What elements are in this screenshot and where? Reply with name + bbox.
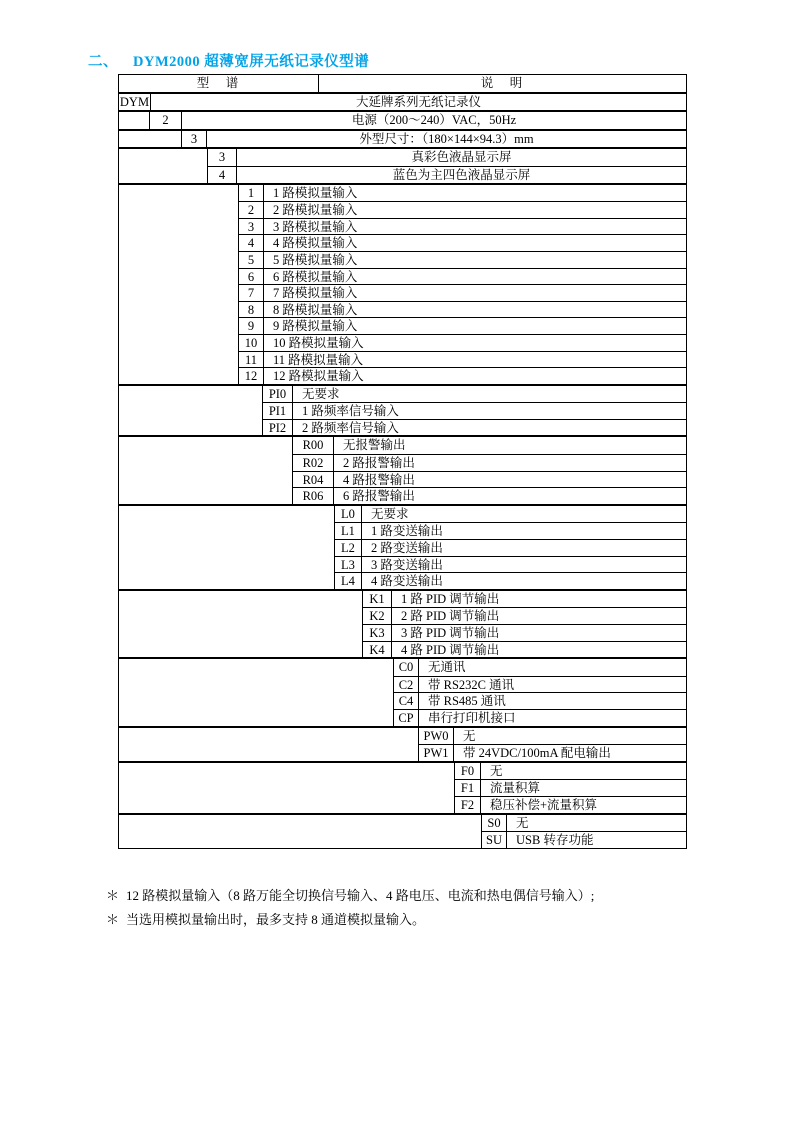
table-row	[208, 166, 686, 183]
table-row	[335, 572, 686, 589]
model-group-display	[118, 148, 687, 183]
model-code-cell: K1	[363, 591, 392, 608]
model-desc-cell: 12 路模拟量输入	[273, 369, 364, 384]
table-row	[363, 607, 686, 624]
table-row	[363, 641, 686, 658]
model-desc-cell: 外型尺寸：（180×144×94.3）mm	[359, 131, 534, 146]
model-code-cell: 5	[239, 252, 264, 268]
model-code-cell: K3	[363, 625, 392, 641]
model-desc-cell: 无报警输出	[343, 438, 406, 453]
table-row	[239, 367, 686, 384]
table-row	[239, 317, 686, 334]
model-desc-cell: 2 路频率信号输入	[302, 420, 399, 435]
model-desc-cell: 真彩色液晶显示屏	[411, 150, 512, 165]
model-code-cell: 2	[239, 202, 264, 218]
model-group-communication	[118, 658, 687, 726]
model-group-power-supply-output	[118, 727, 687, 762]
model-desc-cell: 9 路模拟量输入	[273, 319, 358, 334]
table-body	[118, 93, 687, 849]
table-row	[335, 522, 686, 539]
model-code-cell: 6	[239, 269, 264, 285]
model-code-cell: L1	[335, 523, 362, 539]
model-desc-cell: 无	[463, 728, 476, 743]
model-desc-cell: 11 路模拟量输入	[273, 352, 364, 367]
table-row	[239, 334, 686, 351]
table-header-row	[118, 74, 687, 93]
table-row	[263, 402, 686, 419]
header-description-column: 说 明	[480, 76, 525, 90]
model-group-analog-input	[118, 184, 687, 385]
model-code-cell: DYM	[119, 94, 150, 109]
table-row	[482, 815, 686, 832]
table-row	[394, 709, 686, 726]
model-group-storage	[118, 814, 687, 849]
table-row	[239, 201, 686, 218]
model-code-cell: R04	[293, 472, 334, 488]
model-desc-cell: 3 路模拟量输入	[273, 219, 358, 234]
model-code-cell: 4	[208, 167, 237, 183]
table-row	[239, 185, 686, 202]
model-desc-cell: 2 路 PID 调节输出	[401, 609, 500, 624]
table-row	[394, 692, 686, 709]
table-row	[363, 624, 686, 641]
model-desc-cell: 无通讯	[428, 660, 466, 675]
table-row	[293, 487, 686, 504]
model-group-pid-output	[118, 590, 687, 658]
table-row	[208, 149, 686, 166]
model-desc-cell: 带 RS232C 通讯	[428, 677, 515, 692]
model-code-cell: 1	[239, 185, 264, 202]
model-code-cell: R02	[293, 455, 334, 471]
model-code-cell: F1	[455, 780, 481, 796]
model-desc-cell: 无要求	[302, 386, 340, 401]
table-row	[335, 506, 686, 523]
footnote-marker: ＊	[106, 912, 120, 927]
model-code-cell: 11	[239, 352, 264, 368]
model-desc-cell: 1 路 PID 调节输出	[401, 591, 500, 606]
model-code-cell: C4	[394, 693, 419, 709]
footnote-text: 当选用模拟量输出时，最多支持 8 通道模拟量输入。	[126, 912, 426, 927]
table-row	[239, 301, 686, 318]
model-desc-cell: 电源（200～240）VAC，50Hz	[351, 113, 517, 128]
model-desc-cell: 无	[490, 763, 503, 778]
model-desc-cell: 5 路模拟量输入	[273, 252, 358, 267]
table-row	[119, 94, 686, 111]
model-desc-cell: 4 路 PID 调节输出	[401, 642, 500, 657]
model-code-cell: S0	[482, 815, 507, 832]
indent-spacer	[119, 591, 363, 657]
indent-spacer	[119, 763, 455, 813]
model-code-cell: 4	[239, 235, 264, 251]
model-code-cell: 9	[239, 318, 264, 334]
model-desc-cell: USB 转存功能	[516, 833, 594, 848]
model-desc-cell: 带 RS485 通讯	[428, 694, 506, 709]
model-desc-cell: 1 路变送输出	[371, 524, 443, 539]
model-desc-cell: 无要求	[371, 506, 409, 521]
indent-spacer	[119, 506, 335, 589]
table-row	[239, 351, 686, 368]
model-desc-cell: 2 路变送输出	[371, 541, 443, 556]
table-row	[293, 437, 686, 454]
model-desc-cell: 无	[516, 815, 529, 830]
model-desc-cell: 6 路报警输出	[343, 489, 415, 504]
model-code-cell: 8	[239, 302, 264, 318]
model-code-cell: L0	[335, 506, 362, 523]
model-code-cell: PW0	[419, 728, 454, 745]
model-code-cell: 3	[182, 131, 207, 148]
model-group-pulse-input	[118, 385, 687, 437]
model-code-cell: L4	[335, 573, 362, 589]
indent-spacer	[119, 112, 150, 129]
model-group-power	[118, 111, 687, 130]
title-section-number: 二、	[88, 54, 118, 70]
header-model-column: 型 谱	[119, 75, 319, 92]
indent-spacer	[119, 386, 263, 436]
model-desc-cell: 4 路变送输出	[371, 574, 443, 589]
model-code-cell: C2	[394, 677, 419, 693]
model-group-size	[118, 130, 687, 149]
footnote-2	[106, 909, 425, 928]
model-desc-cell: 8 路模拟量输入	[273, 302, 358, 317]
table-row	[182, 131, 686, 148]
model-code-cell: CP	[394, 710, 419, 726]
table-row	[335, 539, 686, 556]
footnote-1	[106, 885, 594, 904]
table-row	[239, 284, 686, 301]
title-text: DYM2000 超薄宽屏无纸记录仪型谱	[133, 54, 370, 70]
model-code-cell: L3	[335, 557, 362, 573]
model-code-cell: 3	[208, 149, 237, 166]
model-code-cell: 12	[239, 368, 264, 384]
indent-spacer	[119, 659, 394, 725]
indent-spacer	[119, 131, 182, 148]
table-row	[419, 744, 686, 761]
model-desc-cell: 蓝色为主四色液晶显示屏	[392, 167, 531, 182]
model-code-cell: F0	[455, 763, 481, 780]
model-desc-cell: 4 路模拟量输入	[273, 236, 358, 251]
model-desc-cell: 大延牌系列无纸记录仪	[355, 94, 481, 109]
table-row	[482, 831, 686, 848]
model-desc-cell: 2 路模拟量输入	[273, 203, 358, 218]
model-group-series	[118, 93, 687, 112]
table-row	[419, 728, 686, 745]
indent-spacer	[119, 437, 293, 503]
model-code-cell: SU	[482, 832, 507, 848]
table-row	[293, 471, 686, 488]
model-code-cell: PI1	[263, 403, 293, 419]
model-code-cell: K2	[363, 608, 392, 624]
footnote-text: 12 路模拟量输入（8 路万能全切换信号输入、4 路电压、电流和热电偶信号输入）;	[126, 888, 595, 903]
model-code-cell: PW1	[419, 745, 454, 761]
model-code-cell: F2	[455, 797, 481, 813]
model-desc-cell: 3 路 PID 调节输出	[401, 626, 500, 640]
table-row	[335, 556, 686, 573]
model-code-cell: C0	[394, 659, 419, 676]
model-code-cell: K4	[363, 642, 392, 658]
model-spectrum-table	[118, 74, 687, 849]
model-code-cell: R06	[293, 488, 334, 504]
model-desc-cell: 1 路频率信号输入	[302, 404, 399, 419]
model-desc-cell: 10 路模拟量输入	[273, 335, 364, 350]
table-row	[239, 218, 686, 235]
table-row	[239, 234, 686, 251]
model-desc-cell: 7 路模拟量输入	[273, 286, 358, 301]
table-row	[394, 676, 686, 693]
indent-spacer	[119, 728, 419, 761]
page-title	[88, 50, 369, 71]
table-row	[394, 659, 686, 676]
indent-spacer	[119, 149, 208, 182]
model-code-cell: L2	[335, 540, 362, 556]
table-row	[239, 268, 686, 285]
table-row	[455, 796, 686, 813]
model-desc-cell: 6 路模拟量输入	[273, 269, 358, 284]
model-code-cell: 2	[150, 112, 182, 129]
table-row	[293, 454, 686, 471]
model-code-cell: 3	[239, 219, 264, 235]
table-row	[263, 386, 686, 403]
model-code-cell: 7	[239, 285, 264, 301]
model-code-cell: 10	[239, 335, 264, 351]
indent-spacer	[119, 185, 239, 384]
model-code-cell: PI2	[263, 420, 293, 436]
model-desc-cell: 1 路模拟量输入	[273, 185, 358, 200]
model-desc-cell: 3 路变送输出	[371, 557, 443, 572]
model-group-transmit-output	[118, 505, 687, 590]
model-desc-cell: 2 路报警输出	[343, 456, 415, 471]
footnote-marker: ＊	[106, 888, 120, 903]
table-row	[150, 112, 686, 129]
indent-spacer	[119, 815, 482, 848]
table-row	[263, 419, 686, 436]
model-desc-cell: 流量积算	[490, 781, 541, 796]
table-row	[455, 779, 686, 796]
model-code-cell: R00	[293, 437, 334, 454]
model-desc-cell: 稳压补偿+流量积算	[490, 797, 598, 812]
model-desc-cell: 4 路报警输出	[343, 472, 415, 487]
model-desc-cell: 带 24VDC/100mA 配电输出	[463, 746, 611, 761]
model-code-cell: PI0	[263, 386, 293, 403]
table-row	[363, 591, 686, 608]
table-row	[455, 763, 686, 780]
model-group-flow-function	[118, 762, 687, 814]
table-row	[239, 251, 686, 268]
model-desc-cell: 串行打印机接口	[428, 710, 516, 725]
model-group-alarm-output	[118, 436, 687, 504]
